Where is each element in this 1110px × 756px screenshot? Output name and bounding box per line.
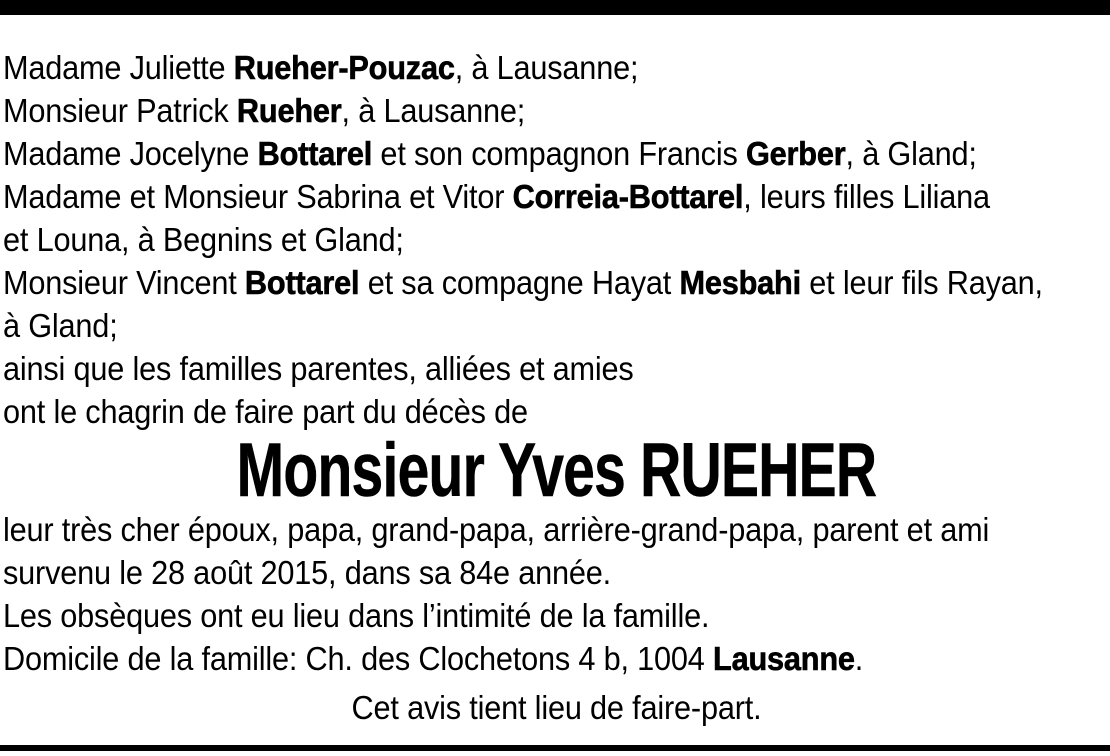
text-segment: Madame et Monsieur Sabrina et Vitor	[3, 178, 513, 215]
text-segment: ont le chagrin de faire part du décès de	[3, 393, 528, 430]
notice-footer-line	[42, 686, 1072, 729]
notice-line	[3, 347, 1033, 390]
text-segment: .	[854, 640, 864, 677]
notice-line	[3, 218, 1033, 261]
text-segment: , leurs filles Liliana	[743, 178, 990, 215]
notice-line	[3, 508, 1033, 551]
notice-line	[3, 175, 1033, 218]
name-emphasis: Correia-Bottarel	[512, 178, 744, 215]
text-segment: ainsi que les familles parentes, alliées et amies	[3, 350, 634, 387]
name-emphasis: Monsieur Yves RUEHER	[236, 428, 877, 513]
text-segment: Madame Jocelyne	[3, 135, 258, 172]
text-segment: et son compagnon Francis	[372, 135, 746, 172]
text-segment: leur très cher époux, papa, grand-papa, arrière-grand-papa, parent et ami	[3, 511, 990, 548]
name-emphasis: Mesbahi	[679, 264, 801, 301]
text-segment: Domicile de la famille: Ch. des Clochetons 4 b, 1004	[3, 640, 714, 677]
notice-line	[3, 390, 1033, 433]
name-emphasis: Bottarel	[244, 264, 360, 301]
notice-title	[141, 428, 971, 513]
notice-body	[0, 15, 1110, 729]
text-segment: et Louna, à Begnins et Gland;	[3, 221, 404, 258]
text-segment: et leur fils Rayan,	[800, 264, 1043, 301]
name-emphasis: Rueher	[236, 92, 342, 129]
name-emphasis: Lausanne	[713, 640, 855, 677]
notice-line	[3, 46, 1033, 89]
text-segment: Cet avis tient lieu de faire-part.	[351, 689, 762, 726]
notice-line	[3, 594, 1033, 637]
text-segment: Monsieur Vincent	[3, 264, 245, 301]
notice-line	[3, 304, 1033, 347]
name-emphasis: Gerber	[745, 135, 846, 172]
name-emphasis: Bottarel	[257, 135, 373, 172]
notice-line	[3, 261, 1043, 304]
text-segment: , à Lausanne;	[341, 92, 526, 129]
text-segment: survenu le 28 août 2015, dans sa 84e année.	[3, 554, 612, 591]
notice-line	[3, 551, 1033, 594]
name-emphasis: Rueher-Pouzac	[233, 49, 455, 86]
text-segment: à Gland;	[3, 307, 118, 344]
text-segment: Monsieur Patrick	[3, 92, 237, 129]
text-segment: Madame Juliette	[3, 49, 234, 86]
notice-line	[3, 637, 1033, 680]
bottom-rule	[0, 745, 1110, 751]
text-segment: , à Lausanne;	[454, 49, 639, 86]
top-rule	[0, 0, 1110, 15]
text-segment: Les obsèques ont eu lieu dans l’intimité de la famille.	[3, 597, 710, 634]
text-segment: et sa compagne Hayat	[359, 264, 680, 301]
notice-line	[3, 89, 1033, 132]
text-segment: , à Gland;	[845, 135, 977, 172]
notice-line	[3, 132, 1033, 175]
